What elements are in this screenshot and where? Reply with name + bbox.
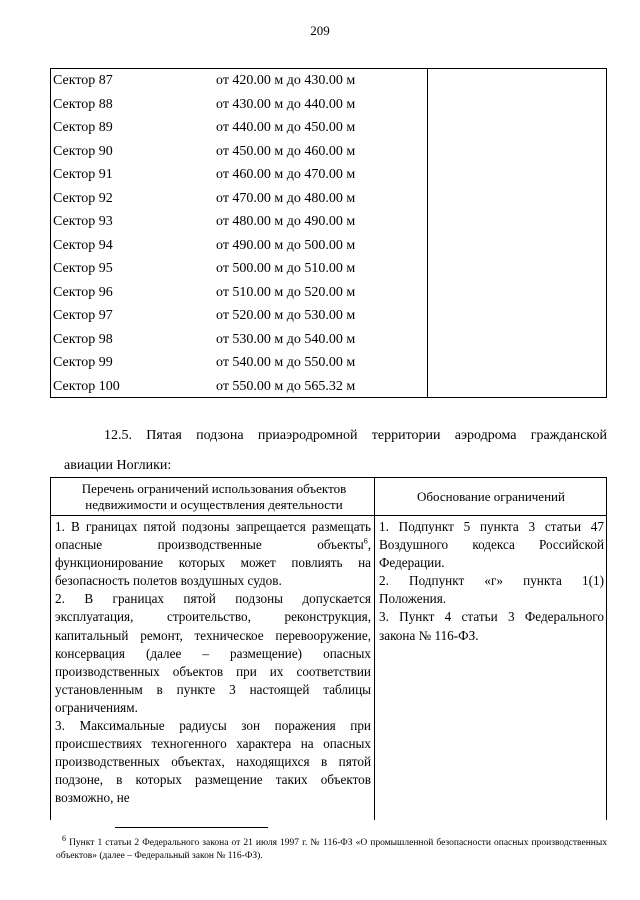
subsection-title	[64, 421, 607, 481]
column-divider	[374, 478, 375, 820]
column-divider	[427, 69, 428, 397]
sector-range: от 550.00 м до 565.32 м	[216, 378, 356, 394]
footnote-separator	[115, 827, 268, 828]
sector-range: от 480.00 м до 490.00 м	[216, 214, 356, 229]
sector-name: Сектор 97	[53, 308, 113, 323]
sector-row	[51, 375, 427, 399]
header-divider	[51, 515, 606, 516]
page-number: 209	[310, 23, 330, 38]
subsection-title-line2: авиации Ноглики:	[64, 458, 172, 473]
sector-range: от 540.00 м до 550.00 м	[216, 355, 356, 370]
sector-range: от 520.00 м до 530.00 м	[216, 308, 356, 323]
restriction-item-2: 2. В границах пятой подзоны допускается эксплуатация, строительство, реконструкция, капитальный ремонт, техническое перевооружение, консервация (далее – размещение) опасных производственных объектов при их соответствии установленным в пункте 3 настоящей таблицы ограничениям.	[55, 591, 371, 715]
sector-range: от 430.00 м до 440.00 м	[216, 96, 356, 112]
sector-row	[51, 281, 427, 305]
sector-name: Сектор 96	[53, 284, 113, 300]
sector-name: Сектор 91	[53, 167, 113, 182]
justification-item-1: 1. Подпункт 5 пункта 3 статьи 47 Воздушного кодекса Российской Федерации.	[379, 519, 604, 571]
justification-item-3: 3. Пункт 4 статьи 3 Федерального закона № 116-ФЗ.	[379, 609, 604, 643]
footnote-text: Пункт 1 статьи 2 Федерального закона от 21 июля 1997 г. № 116-ФЗ «О промышленной безопасности опасных производственных объектов» (далее – Федеральный закон № 116-ФЗ).	[56, 838, 607, 861]
restriction-item-1: 1. В границах пятой подзоны запрещается размещать опасные производственные объекты$^6$, функционирование которых может повлиять на безопасность полетов воздушных судов.	[55, 519, 371, 589]
footnote-mark: 6	[62, 833, 66, 843]
sector-name: Сектор 93	[53, 214, 113, 229]
sector-row	[51, 234, 427, 258]
sector-row	[51, 69, 427, 93]
justification-cell	[379, 518, 604, 645]
header-justification: Обоснование ограничений	[417, 489, 565, 504]
sector-row	[51, 257, 427, 281]
justification-item-2: 2. Подпункт «г» пункта 1(1) Положения.	[379, 573, 604, 607]
sector-row	[51, 351, 427, 375]
sector-row	[51, 163, 427, 187]
header-restrictions-list: Перечень ограничений использования объектов недвижимости и осуществления деятельности	[81, 481, 347, 512]
sector-range: от 420.00 м до 430.00 м	[216, 73, 356, 88]
sector-name: Сектор 98	[53, 331, 113, 347]
sector-range: от 510.00 м до 520.00 м	[216, 284, 356, 300]
sector-name: Сектор 90	[53, 143, 113, 159]
sector-row	[51, 210, 427, 234]
restriction-item-3: 3. Максимальные радиусы зон поражения при происшествиях техногенного характера на опасных производственных объектах, находящихся в пятой подзоне, в которых размещение таких объектов возможно, не	[55, 718, 371, 806]
sector-range: от 460.00 м до 470.00 м	[216, 167, 356, 182]
sector-name: Сектор 87	[53, 73, 113, 88]
sector-row	[51, 93, 427, 117]
sector-range: от 440.00 м до 450.00 м	[216, 120, 356, 135]
sector-name: Сектор 94	[53, 237, 113, 253]
sector-name: Сектор 89	[53, 120, 113, 135]
sector-name: Сектор 99	[53, 355, 113, 370]
sector-range: от 490.00 м до 500.00 м	[216, 237, 356, 253]
sector-row	[51, 304, 427, 328]
footnote-ref[interactable]: 6	[363, 536, 368, 546]
restrictions-table	[50, 477, 607, 820]
sector-row	[51, 187, 427, 211]
sector-range: от 470.00 м до 480.00 м	[216, 190, 356, 206]
footnote	[56, 833, 607, 863]
sector-range: от 530.00 м до 540.00 м	[216, 331, 356, 347]
sector-range: от 450.00 м до 460.00 м	[216, 143, 356, 159]
subsection-title-line1: 12.5. Пятая подзона приаэродромной территории аэродрома гражданской	[104, 428, 607, 443]
sector-name: Сектор 88	[53, 96, 113, 112]
sector-row	[51, 140, 427, 164]
restrictions-list-cell	[55, 518, 371, 808]
sector-name: Сектор 100	[53, 378, 120, 394]
sector-table	[50, 68, 607, 398]
sector-range: от 500.00 м до 510.00 м	[216, 261, 356, 276]
sector-row	[51, 328, 427, 352]
sector-row	[51, 116, 427, 140]
sector-name: Сектор 95	[53, 261, 113, 276]
sector-name: Сектор 92	[53, 190, 113, 206]
